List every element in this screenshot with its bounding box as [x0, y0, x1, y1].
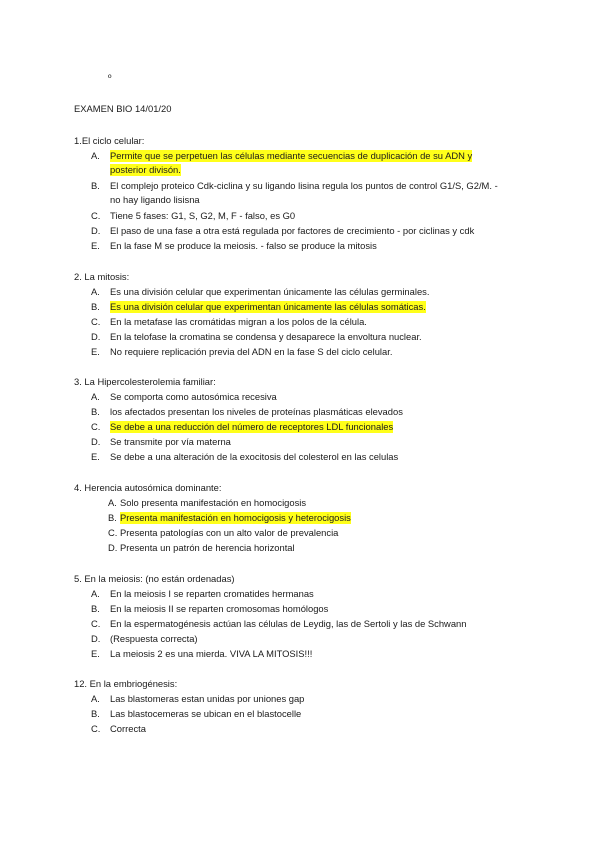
- option-letter: C.: [91, 618, 101, 629]
- option-text: En la fase M se produce la meiosis. - falso se produce la mitosis: [110, 240, 377, 251]
- option-letter: B.: [91, 708, 100, 719]
- option-text: Tiene 5 fases: G1, S, G2, M, F - falso, es G0: [110, 210, 296, 221]
- option-text: Solo presenta manifestación en homocigosis: [120, 497, 307, 508]
- page-mark: º: [108, 72, 112, 83]
- option-letter: A.: [91, 150, 100, 161]
- option-text: Presenta un patrón de herencia horizontal: [120, 542, 295, 553]
- option-letter: D.: [91, 436, 101, 447]
- option-letter: D.: [91, 331, 101, 342]
- question-title: 4. Herencia autosómica dominante:: [74, 482, 222, 493]
- option-text: En la espermatogénesis actúan las células de Leydig, las de Sertoli y las de Schwann: [110, 618, 467, 629]
- option-text: En la telofase la cromatina se condensa y desaparece la envoltura nuclear.: [110, 331, 422, 342]
- option-text: Se debe a una alteración de la exocitosis del colesterol en las celulas: [110, 451, 399, 462]
- option-letter: C.: [108, 527, 118, 538]
- option-text-continued: no hay ligando lisisna: [110, 194, 200, 205]
- option-text: Las blastomeras estan unidas por uniones gap: [110, 693, 305, 704]
- option-letter: A.: [91, 588, 100, 599]
- option-letter: D.: [91, 225, 101, 236]
- option-text: Las blastocemeras se ubican en el blastocelle: [110, 708, 302, 719]
- option-text: En la meiosis II se reparten cromosomas homólogos: [110, 603, 329, 614]
- option-letter: C.: [91, 210, 101, 221]
- option-letter: E.: [91, 648, 100, 659]
- option-text: Se comporta como autosómica recesiva: [110, 391, 277, 402]
- question-title: 3. La Hipercolesterolemia familiar:: [74, 376, 216, 387]
- option-text: Es una división celular que experimentan únicamente las células germinales.: [110, 286, 430, 297]
- option-letter: A.: [108, 497, 117, 508]
- option-text: No requiere replicación previa del ADN en la fase S del ciclo celular.: [110, 346, 393, 357]
- question-title: 1.El ciclo celular:: [74, 135, 145, 146]
- option-text-continued-highlighted: posterior divisón.: [110, 164, 181, 175]
- option-letter: B.: [91, 301, 100, 312]
- option-letter: A.: [91, 391, 100, 402]
- option-text-highlighted: Se debe a una reducción del número de receptores LDL funcionales: [110, 421, 394, 432]
- option-text: (Respuesta correcta): [110, 633, 198, 644]
- option-text: En la metafase las cromátidas migran a los polos de la célula.: [110, 316, 367, 327]
- option-letter: E.: [91, 346, 100, 357]
- option-text: Presenta patologías con un alto valor de prevalencia: [120, 527, 339, 538]
- option-letter: C.: [91, 421, 101, 432]
- option-letter: B.: [91, 406, 100, 417]
- question-title: 12. En la embriogénesis:: [74, 678, 178, 689]
- option-letter: A.: [91, 286, 100, 297]
- option-letter: D.: [91, 633, 101, 644]
- option-text: los afectados presentan los niveles de proteínas plasmáticas elevados: [110, 406, 403, 417]
- option-letter: B.: [108, 512, 117, 523]
- option-text-highlighted: Es una división celular que experimentan únicamente las células somáticas.: [110, 301, 426, 312]
- option-letter: E.: [91, 451, 100, 462]
- option-letter: B.: [91, 180, 100, 191]
- option-text-highlighted: Permite que se perpetuen las células mediante secuencias de duplicación de su ADN y: [110, 150, 473, 161]
- option-letter: C.: [91, 316, 101, 327]
- option-letter: C.: [91, 723, 101, 734]
- option-text: En la meiosis I se reparten cromatides hermanas: [110, 588, 314, 599]
- question-title: 2. La mitosis:: [74, 271, 130, 282]
- exam-header: EXAMEN BIO 14/01/20: [74, 103, 172, 114]
- option-letter: A.: [91, 693, 100, 704]
- option-letter: E.: [91, 240, 100, 251]
- option-text: El complejo proteico Cdk-ciclina y su ligando lisina regula los puntos de control G1/S, G2/M. -: [110, 180, 498, 191]
- option-letter: D.: [108, 542, 118, 553]
- option-letter: B.: [91, 603, 100, 614]
- option-text: La meiosis 2 es una mierda. VIVA LA MITOSIS!!!: [110, 648, 313, 659]
- option-text: Correcta: [110, 723, 146, 734]
- option-text: Se transmite por vía materna: [110, 436, 231, 447]
- option-text-highlighted: Presenta manifestación en homocigosis y heterocigosis: [120, 512, 351, 523]
- option-text: El paso de una fase a otra está regulada por factores de crecimiento - por ciclinas y cdk: [110, 225, 475, 236]
- question-title: 5. En la meiosis: (no están ordenadas): [74, 573, 235, 584]
